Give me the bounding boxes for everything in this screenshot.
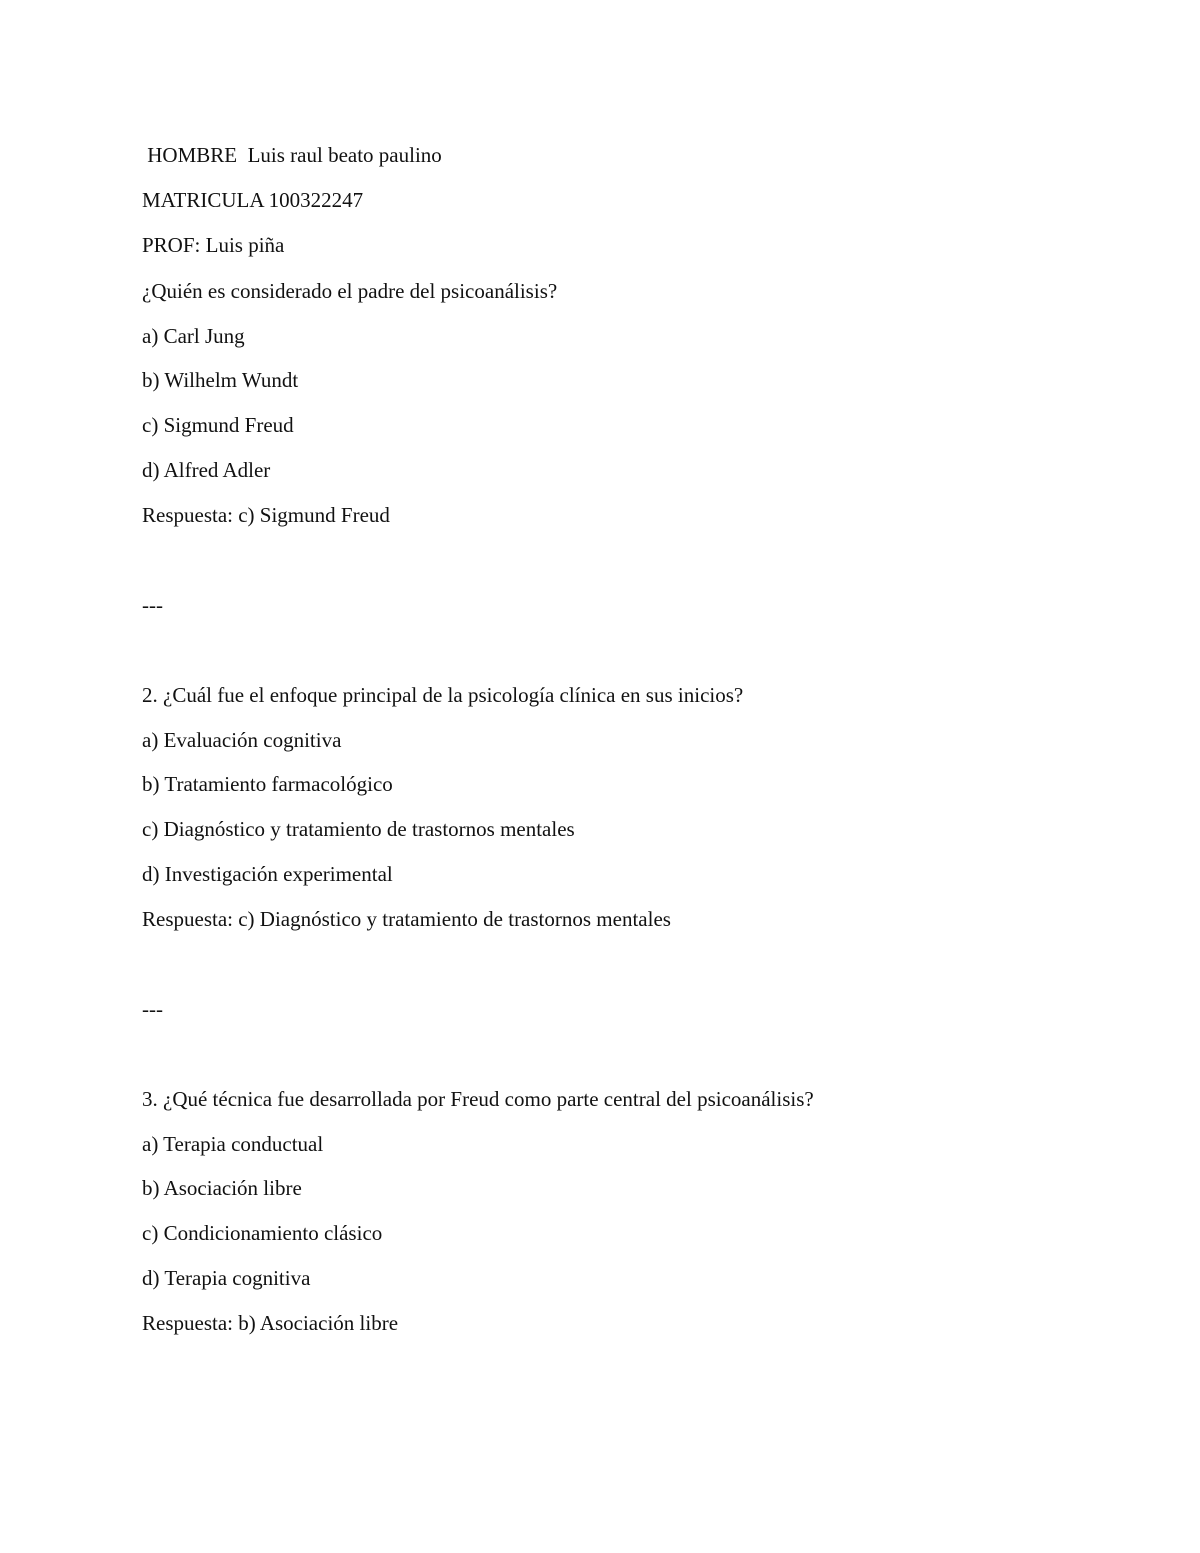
- question-1-answer: Respuesta: c) Sigmund Freud: [142, 503, 390, 527]
- question-1-option-b: b) Wilhelm Wundt: [142, 368, 299, 392]
- separator-2: ---: [142, 997, 163, 1021]
- question-3-answer: Respuesta: b) Asociación libre: [142, 1311, 399, 1335]
- question-1-option-d: d) Alfred Adler: [142, 458, 271, 482]
- question-2-option-c: c) Diagnóstico y tratamiento de trastornos mentales: [142, 817, 575, 841]
- question-1-option-a: a) Carl Jung: [142, 324, 245, 348]
- question-2-option-d: d) Investigación experimental: [142, 862, 393, 886]
- question-3-option-c: c) Condicionamiento clásico: [142, 1221, 383, 1245]
- student-name-line: HOMBRE Luis raul beato paulino: [142, 143, 442, 167]
- question-2-option-a: a) Evaluación cognitiva: [142, 728, 342, 752]
- separator-1: ---: [142, 593, 163, 617]
- professor-line: PROF: Luis piña: [142, 233, 285, 257]
- question-2-answer: Respuesta: c) Diagnóstico y tratamiento de trastornos mentales: [142, 907, 671, 931]
- question-3-option-a: a) Terapia conductual: [142, 1132, 324, 1156]
- question-1-prompt: ¿Quién es considerado el padre del psicoanálisis?: [142, 279, 558, 303]
- question-3-option-d: d) Terapia cognitiva: [142, 1266, 311, 1290]
- question-3-option-b: b) Asociación libre: [142, 1176, 302, 1200]
- matricula-line: MATRICULA 100322247: [142, 188, 364, 212]
- question-2-prompt: 2. ¿Cuál fue el enfoque principal de la psicología clínica en sus inicios?: [142, 683, 744, 707]
- question-1-option-c: c) Sigmund Freud: [142, 413, 294, 437]
- question-3-prompt: 3. ¿Qué técnica fue desarrollada por Freud como parte central del psicoanálisis?: [142, 1087, 814, 1111]
- question-2-option-b: b) Tratamiento farmacológico: [142, 772, 393, 796]
